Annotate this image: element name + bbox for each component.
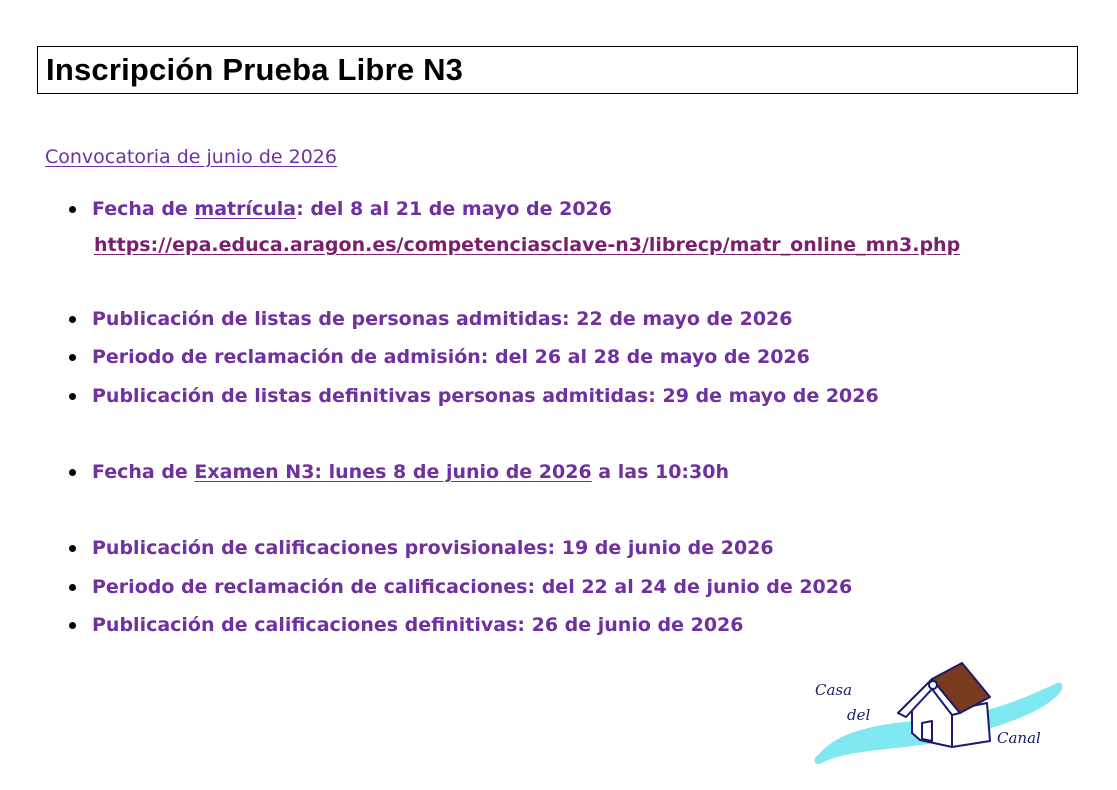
- bullet-icon: [69, 622, 76, 629]
- bullet-icon: [69, 393, 76, 400]
- section-title: Convocatoria de junio de 2026: [45, 146, 337, 168]
- item-text: Fecha de: [92, 198, 195, 220]
- house-icon: [812, 655, 1067, 770]
- item-text: a las 10:30h: [591, 461, 730, 483]
- logo-word-canal: Canal: [997, 729, 1041, 747]
- bullet-icon: [69, 545, 76, 552]
- item-exam-date: [92, 460, 729, 484]
- enrollment-underlined: matrícula: [194, 198, 297, 220]
- casa-del-canal-logo: [812, 655, 1067, 770]
- bullet-icon: [69, 469, 76, 476]
- page-title: Inscripción Prueba Libre N3: [46, 52, 464, 87]
- item-final-grades: Publicación de calificaciones definitivas: 26 de junio de 2026: [92, 614, 744, 636]
- bullet-icon: [69, 354, 76, 361]
- bullet-icon: [69, 584, 76, 591]
- item-provisional-grades: Publicación de calificaciones provisionales: 19 de junio de 2026: [92, 537, 774, 559]
- item-text: Fecha de: [92, 461, 195, 483]
- title-box: [37, 46, 1078, 94]
- bullet-icon: [69, 206, 76, 213]
- logo-word-del: del: [847, 706, 871, 724]
- logo-word-casa: Casa: [815, 681, 853, 699]
- exam-underlined: Examen N3: lunes 8 de junio de 2026: [194, 461, 592, 483]
- house-door: [922, 721, 932, 741]
- item-admission-claims: Periodo de reclamación de admisión: del 26 al 28 de mayo de 2026: [92, 346, 810, 368]
- enrollment-link[interactable]: https://epa.educa.aragon.es/competenciasclave-n3/librecp/matr_online_mn3.php: [94, 234, 961, 256]
- item-text: : del 8 al 21 de mayo de 2026: [296, 198, 612, 220]
- item-final-lists: Publicación de listas definitivas personas admitidas: 29 de mayo de 2026: [92, 385, 879, 407]
- item-enrollment: [92, 197, 612, 221]
- item-admitted-lists: Publicación de listas de personas admitidas: 22 de mayo de 2026: [92, 308, 793, 330]
- house-window: [929, 681, 937, 689]
- bullet-icon: [69, 316, 76, 323]
- item-grade-claims: Periodo de reclamación de calificaciones: del 22 al 24 de junio de 2026: [92, 576, 853, 598]
